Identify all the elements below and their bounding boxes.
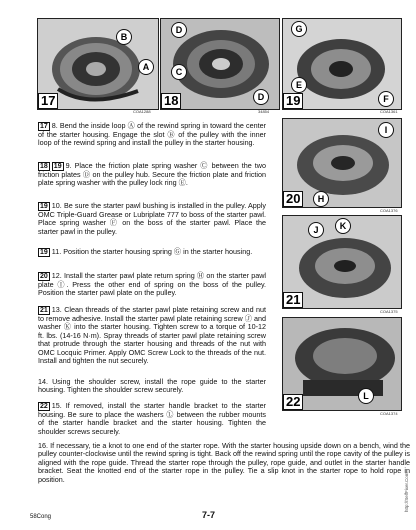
figure-22-photo [282, 317, 402, 411]
figure-number: 21 [283, 292, 303, 308]
callout-i: I [378, 122, 394, 138]
step-13 [38, 306, 266, 365]
callout-f: F [378, 91, 394, 107]
step-text: 13. Clean threads of the starter pawl plate retaining screw and nut to remove adhesive. Install the starter pawl plate retaining screw Ⓙ and washer Ⓚ into the starter housing. Tighten screw to a torque of 10-12 ft. lbs. (14-16 N·m). Spray threads of starter pawl plate retaining screw that protrude through the starter housing and threads of the nut with OMC Locquic Primer. Apply OMC Screw Lock to the threads of the nut. Install and tighten the nut securely. [38, 305, 266, 366]
footer-left: 58Cong [30, 514, 52, 520]
step-11 [38, 248, 266, 257]
figure-code: COA1375 [380, 309, 398, 314]
step-text: 11. Position the starter housing spring Ⓖ in the starter housing. [51, 247, 253, 256]
figure-ref: 19 [40, 249, 48, 256]
figure-number: 22 [283, 394, 303, 410]
callout-c: C [171, 64, 187, 80]
figure-17-photo [37, 18, 159, 110]
step-text: 15. If removed, install the starter handle bracket to the starter housing. Be sure to place the washers Ⓛ between the rubber mounts of the starter handle bracket and the starter housing. Tighten the shoulder screws securely. [38, 401, 266, 436]
figure-ref: 22 [40, 403, 48, 410]
step-14 [38, 378, 266, 395]
step-text: 16. If necessary, tie a knot to one end of the starter rope. With the starter housing upside down on a bench, wind the pulley counter-clockwise until the rewind spring is tight. Back off the rewind spring until the rope cavity of the pulley is aligned with the rope guide. Thread the starter rope through the pulley, rope guide, and outlet in the starter handle bracket. Seat the knotted end of the starter rope in the pulley. Tie a slip knot in the starter rope to hold rope in position. [38, 441, 410, 484]
figure-number: 18 [161, 93, 181, 109]
figure-code: 34854 [258, 109, 270, 114]
step-text: 14. Using the shoulder screw, install the rope guide to the starter housing. Tighten the shoulder screw securely. [38, 377, 266, 395]
figure-19-photo [282, 18, 402, 110]
figure-code: COA1376 [380, 208, 398, 213]
callout-d: D [171, 22, 187, 38]
callout-d-lower: D [253, 89, 269, 105]
callout-j: J [308, 222, 324, 238]
step-8 [38, 122, 266, 148]
figure-ref: 17 [40, 123, 48, 130]
figure-number: 20 [283, 191, 303, 207]
figure-ref: 19 [40, 203, 48, 210]
step-9 [38, 162, 266, 188]
figure-ref: 19 [53, 163, 62, 170]
callout-k: K [335, 218, 351, 234]
page-number: 7-7 [202, 510, 216, 520]
step-text: 8. Bend the inside loop Ⓐ of the rewind spring in toward the center of the starter housing. Engage the slot Ⓑ of the pulley with the inner loop of the rewind spring and install the pulley in the starter housing. [38, 121, 266, 148]
figure-21-photo [282, 215, 402, 309]
callout-g: G [291, 21, 307, 37]
callout-h: H [313, 191, 329, 207]
figure-code: COA1374 [380, 411, 398, 416]
callout-a: A [138, 59, 154, 75]
step-text: 12. Install the starter pawl plate return spring Ⓗ on the starter pawl plate Ⓘ. Press the other end of spring on the boss of the pulley. Position the starter pawl plate on the pulley. [38, 271, 266, 298]
figure-ref: 20 [40, 273, 48, 280]
figure-ref: 21 [40, 307, 48, 314]
figure-number: 17 [38, 93, 58, 109]
callout-l: L [358, 388, 374, 404]
figure-ref: 18 [40, 163, 48, 170]
step-10 [38, 202, 266, 236]
step-15 [38, 402, 266, 436]
step-16 [38, 442, 410, 484]
figure-code: COA1288 [133, 109, 151, 114]
figure-18-photo [160, 18, 280, 110]
watermark: http://SelfFixer.Com [404, 472, 409, 512]
figure-code: COA1361 [380, 109, 398, 114]
figure-number: 19 [283, 93, 303, 109]
callout-b: B [116, 29, 132, 45]
figure-20-photo [282, 118, 402, 208]
step-12 [38, 272, 266, 298]
callout-e: E [291, 77, 307, 93]
step-text: 10. Be sure the starter pawl bushing is installed in the pulley. Apply OMC Triple-Guard Grease or Lubriplate 777 to boss of the starter pawl. Place spring washer Ⓕ on the boss of the starter pawl. Place the starter pawl in the pulley. [38, 201, 266, 236]
step-text: 9. Place the friction plate spring washer Ⓒ between the two friction plates Ⓓ on the pulley hub. Secure the friction plate and friction plate spring washer with the pulley lock ring Ⓔ. [38, 161, 266, 188]
